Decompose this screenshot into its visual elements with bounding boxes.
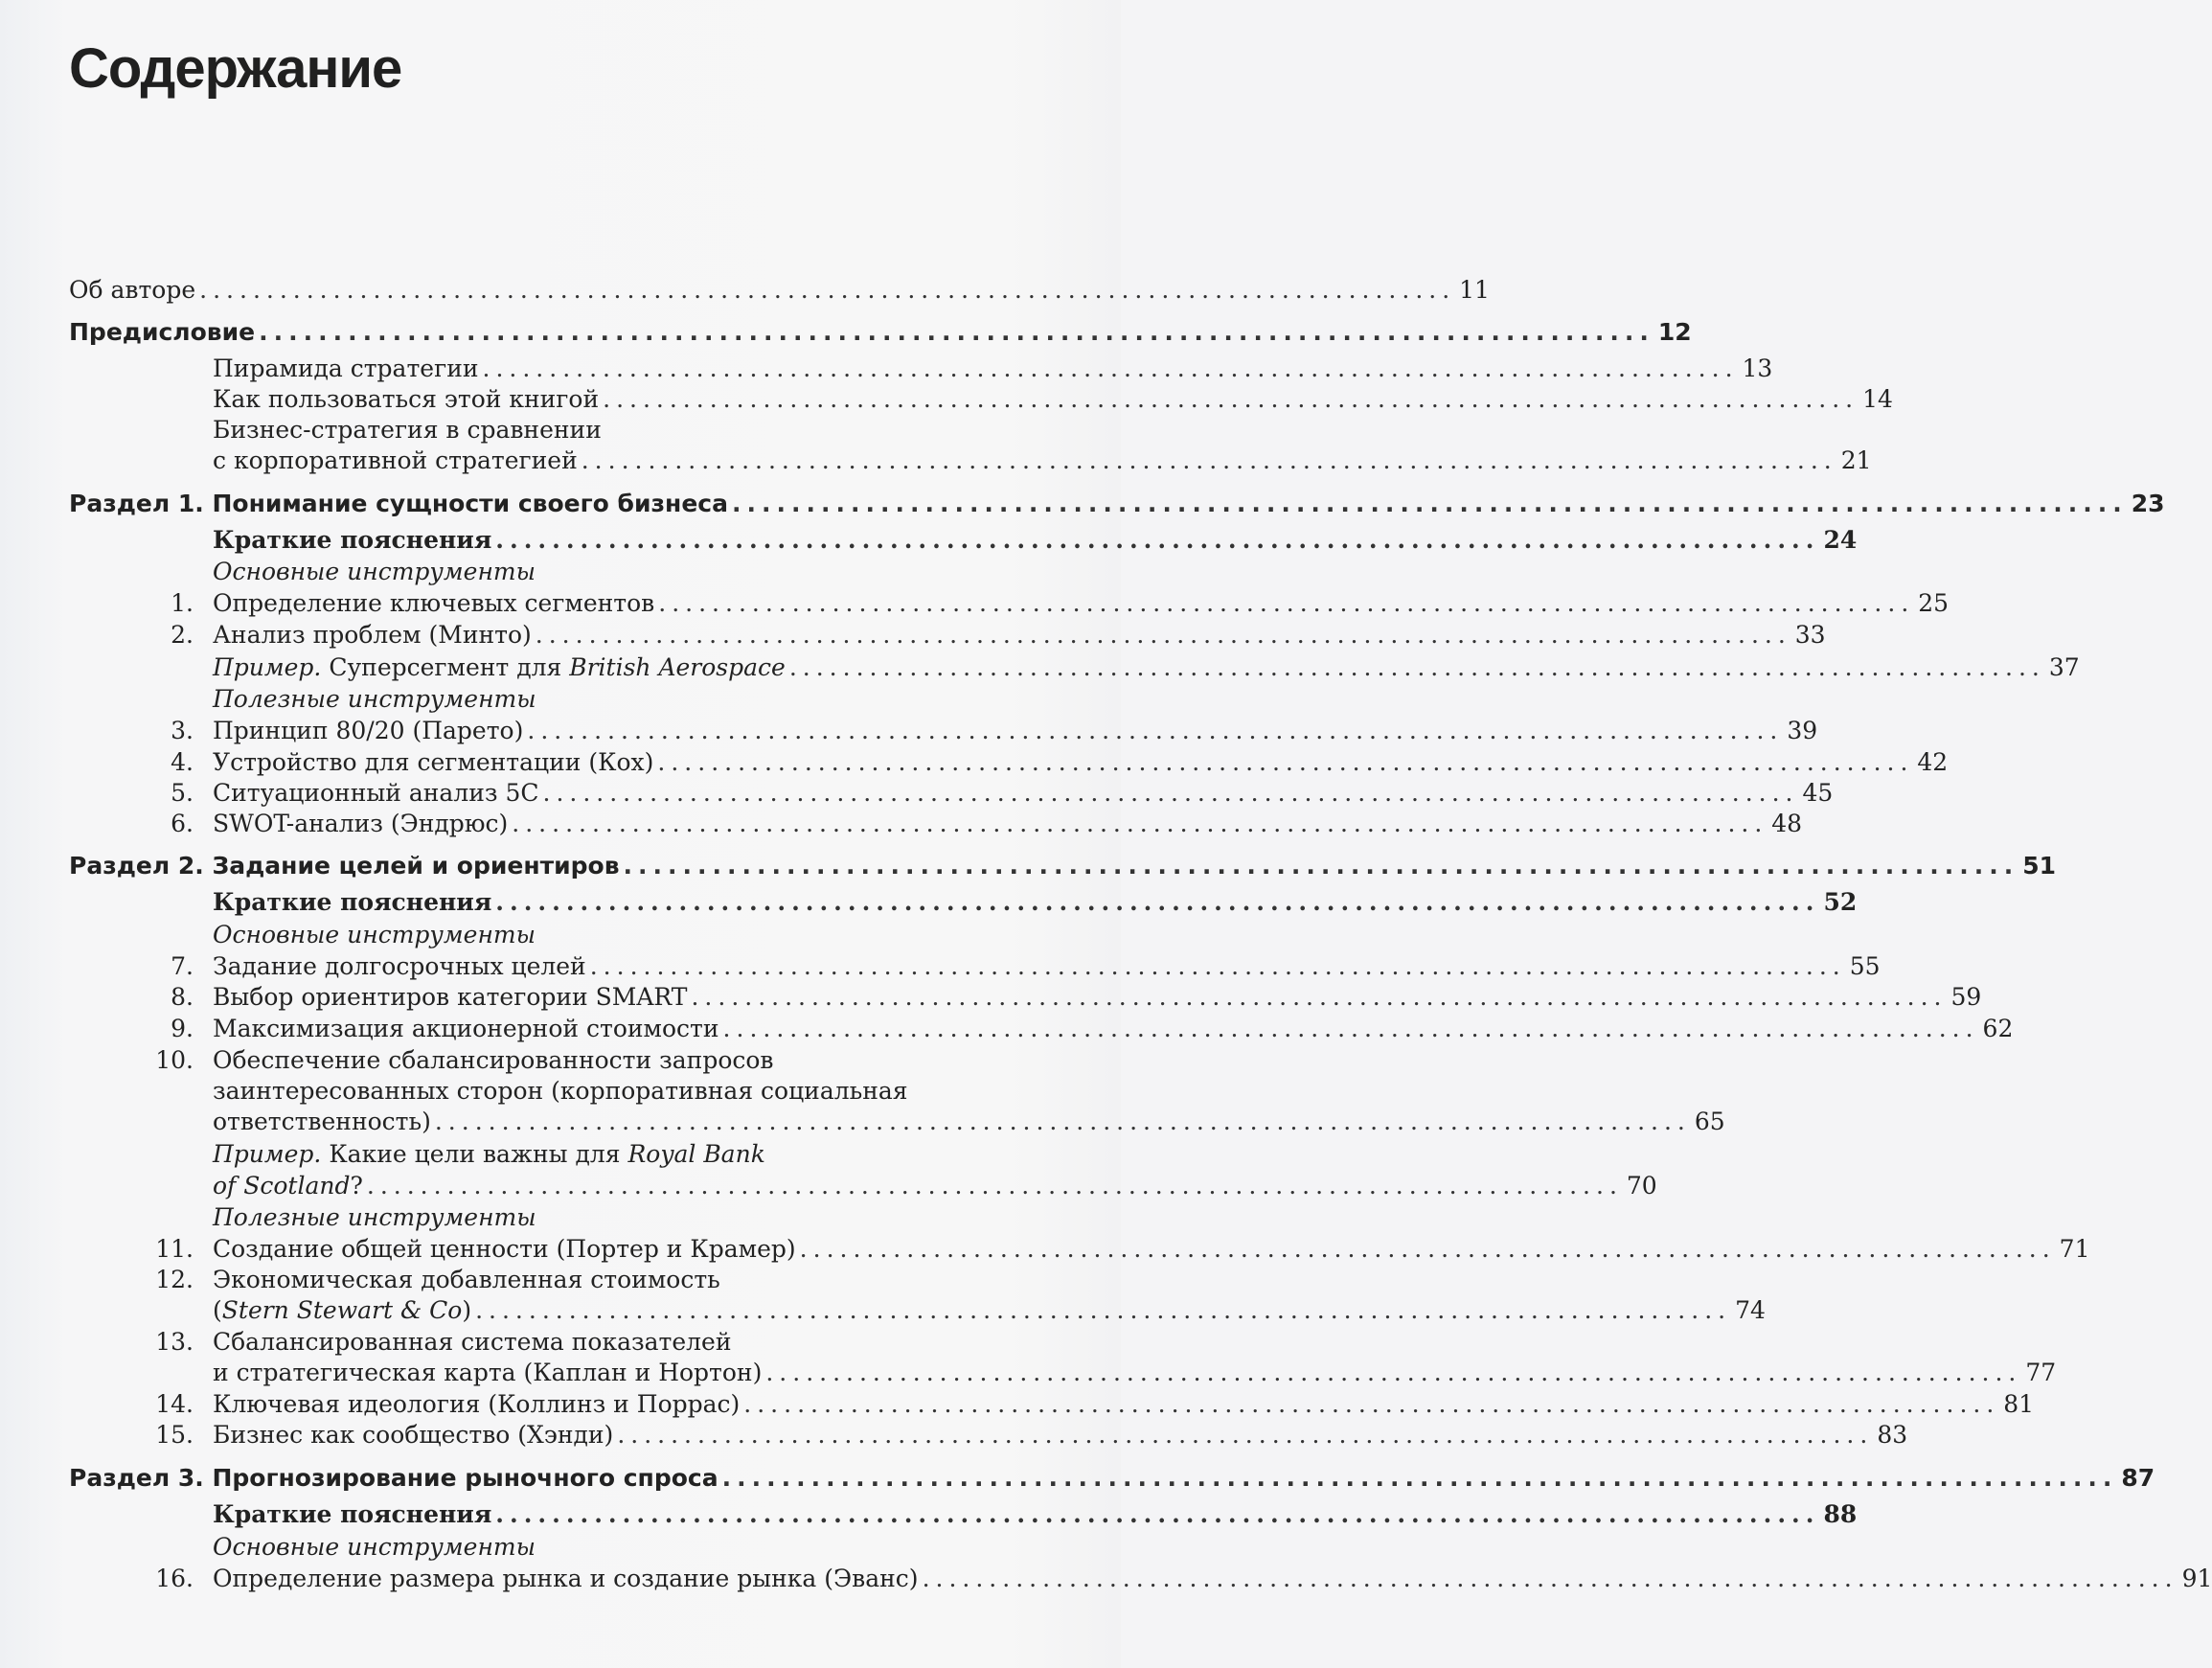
- toc-item-number: 15.: [155, 1421, 194, 1449]
- toc-page-number: 11: [1459, 276, 1490, 304]
- toc-entry: [0, 1294, 1766, 1327]
- toc-entry-title: [213, 1138, 765, 1171]
- toc-entry-title: Полезные инструменты: [213, 1203, 536, 1231]
- toc-entry-title: [213, 1294, 471, 1327]
- toc-page-number: 14: [1862, 385, 1893, 413]
- toc-entry: [0, 1563, 2212, 1595]
- toc-subheading: [0, 1201, 1121, 1234]
- paren-close: ): [462, 1296, 472, 1324]
- toc-section-heading: [0, 488, 2165, 520]
- leader-dots: ..............................................................................................: [475, 1296, 1732, 1324]
- leader-dots: ..............................................................................................: [691, 983, 1948, 1011]
- leader-dots: ..............................................................................................: [512, 810, 1768, 837]
- toc-item-number: 5.: [171, 779, 194, 807]
- toc-subheading: [0, 919, 1121, 951]
- leader-dots: ..............................................................................................: [658, 589, 1915, 617]
- toc-entry: [0, 1264, 1121, 1296]
- toc-entry-title: заинтересованных сторон (корпоративная социальная: [213, 1077, 908, 1105]
- leader-dots: ..............................................................................................: [603, 385, 1859, 413]
- toc-page-number: 88: [1823, 1500, 1858, 1528]
- toc-entry-title: Сбалансированная система показателей: [213, 1328, 732, 1356]
- example-label: Пример.: [213, 1140, 322, 1168]
- toc-subheading: [0, 1531, 1121, 1564]
- toc-entry: [0, 808, 1803, 840]
- example-company: British Aerospace: [569, 653, 786, 681]
- toc-page-number: 24: [1823, 526, 1858, 554]
- toc-page-number: 74: [1735, 1296, 1766, 1324]
- toc-entry-title: Устройство для сегментации (Кох): [213, 748, 654, 776]
- toc-entry-title: Основные инструменты: [213, 558, 536, 585]
- example-company: Royal Bank: [627, 1140, 765, 1168]
- toc-item-number: 10.: [155, 1046, 194, 1074]
- toc-entry-title: Ключевая идеология (Коллинз и Поррас): [213, 1390, 741, 1418]
- toc-entry-title: Как пользоваться этой книгой: [213, 385, 600, 413]
- toc-entry-title: Об авторе: [69, 276, 196, 304]
- toc-entry: [0, 1106, 1725, 1138]
- toc-entry: [0, 981, 1982, 1014]
- toc-page-number: 87: [2121, 1464, 2155, 1492]
- toc-section-heading: [0, 1462, 2155, 1495]
- toc-entry: [0, 1498, 1858, 1531]
- leader-dots: ..............................................................................................: [581, 446, 1837, 474]
- paren-open: (: [213, 1296, 222, 1324]
- toc-page-number: 59: [1950, 983, 1982, 1011]
- toc-page-number: 37: [2048, 653, 2080, 681]
- toc-entry-title: Обеспечение сбалансированности запросов: [213, 1046, 774, 1074]
- toc-entry-title: Максимизация акционерной стоимости: [213, 1015, 719, 1042]
- toc-entry: [0, 316, 1692, 349]
- toc-section-heading: [0, 850, 2057, 882]
- toc-entry: [0, 353, 1773, 385]
- toc-entry-title: Бизнес как сообщество (Хэнди): [213, 1421, 614, 1449]
- toc-entry: [0, 524, 1858, 557]
- toc-page-number: 39: [1787, 717, 1818, 744]
- leader-dots: ..............................................................................................: [366, 1172, 1623, 1200]
- toc-entry-title: Основные инструменты: [213, 1533, 536, 1561]
- toc-page-number: 23: [2131, 490, 2165, 517]
- toc-item-number: 6.: [171, 810, 194, 837]
- toc-entry: [0, 274, 1490, 307]
- toc-page-number: 52: [1823, 888, 1858, 916]
- toc-entry-title: Краткие пояснения: [213, 1500, 492, 1528]
- toc-entry: [0, 619, 1826, 651]
- toc-entry-title: [213, 651, 786, 684]
- toc-item-number: 11.: [155, 1235, 194, 1263]
- toc-entry: [0, 414, 1121, 446]
- toc-entry-title: Предисловие: [69, 318, 256, 346]
- leader-dots: ..............................................................................................: [617, 1421, 1874, 1449]
- leader-dots: ..............................................................................................: [527, 717, 1784, 744]
- toc-entry: [0, 651, 2080, 684]
- toc-entry-title: Краткие пояснения: [213, 526, 492, 554]
- toc-entry-title: Выбор ориентиров категории SMART: [213, 983, 688, 1011]
- toc-entry: [0, 1326, 1121, 1359]
- toc-entry-title: Полезные инструменты: [213, 685, 536, 713]
- toc-page-number: 81: [2003, 1390, 2035, 1418]
- toc-item-number: 14.: [155, 1390, 194, 1418]
- toc-page-number: 13: [1742, 354, 1773, 382]
- toc-entry: [0, 1044, 1121, 1077]
- toc-entry-title: Пирамида стратегии: [213, 354, 479, 382]
- toc-subheading: [0, 683, 1121, 716]
- toc-entry-title: Определение ключевых сегментов: [213, 589, 655, 617]
- toc-page-number: 77: [2025, 1359, 2057, 1386]
- toc-page-number: 55: [1849, 952, 1881, 980]
- toc-entry-title: Краткие пояснения: [213, 888, 492, 916]
- toc-page-number: 33: [1794, 621, 1826, 649]
- toc-page-number: 70: [1626, 1172, 1657, 1200]
- toc-item-number: 1.: [171, 589, 194, 617]
- leader-dots: ..............................................................................................: [743, 1390, 2000, 1418]
- leader-dots: ..............................................................................................: [259, 318, 1654, 346]
- toc-subheading: [0, 556, 1121, 588]
- leader-dots: ..............................................................................................: [731, 490, 2128, 517]
- example-text: Какие цели важны для: [321, 1140, 628, 1168]
- toc-entry-title: Раздел 1. Понимание сущности своего бизнеса: [69, 490, 728, 517]
- toc-entry: [0, 1388, 2035, 1421]
- toc-entry-title: Бизнес-стратегия в сравнении: [213, 416, 602, 444]
- toc-entry: [0, 777, 1834, 810]
- toc-page-number: 12: [1657, 318, 1692, 346]
- toc-page-number: 71: [2059, 1235, 2090, 1263]
- leader-dots: ..............................................................................................: [199, 276, 1456, 304]
- leader-dots: ..............................................................................................: [495, 526, 1820, 554]
- leader-dots: ..............................................................................................: [535, 621, 1791, 649]
- toc-entry-title: SWOT-анализ (Эндрюс): [213, 810, 509, 837]
- toc-entry-title: [213, 1170, 363, 1202]
- toc-page-number: 45: [1802, 779, 1834, 807]
- toc-page-number: 62: [1982, 1015, 2014, 1042]
- example-label: Пример.: [213, 653, 322, 681]
- toc-page-number: 83: [1877, 1421, 1908, 1449]
- toc-entry-title: и стратегическая карта (Каплан и Нортон): [213, 1359, 763, 1386]
- toc-page-number: 91: [2181, 1565, 2212, 1592]
- toc-entry-title: Раздел 3. Прогнозирование рыночного спроса: [69, 1464, 718, 1492]
- leader-dots: ..............................................................................................: [922, 1565, 2178, 1592]
- toc-entry: [0, 1170, 1657, 1202]
- toc-entry-title: Ситуационный анализ 5С: [213, 779, 539, 807]
- toc-entry: [0, 1357, 2057, 1389]
- toc-entry-title: Создание общей ценности (Портер и Крамер): [213, 1235, 796, 1263]
- toc-entry-title: Определение размера рынка и создание рынка (Эванс): [213, 1565, 919, 1592]
- toc-entry: [0, 886, 1858, 919]
- toc-entry: [0, 746, 1949, 779]
- leader-dots: ..............................................................................................: [589, 952, 1846, 980]
- toc-item-number: 2.: [171, 621, 194, 649]
- toc-entry-title: Основные инструменты: [213, 921, 536, 948]
- leader-dots: ..............................................................................................: [765, 1359, 2022, 1386]
- leader-dots: ..............................................................................................: [495, 1500, 1820, 1528]
- toc-page-number: 42: [1917, 748, 1949, 776]
- toc-entry: [0, 1138, 1121, 1171]
- toc-entry-title: с корпоративной стратегией: [213, 446, 578, 474]
- toc-entry: [0, 1233, 2090, 1266]
- toc-entry-title: Анализ проблем (Минто): [213, 621, 532, 649]
- toc-entry: [0, 1075, 1121, 1108]
- toc-page-number: 25: [1918, 589, 1950, 617]
- leader-dots: ..............................................................................................: [722, 1015, 1979, 1042]
- toc-entry: [0, 1419, 1908, 1451]
- toc-item-number: 7.: [171, 952, 194, 980]
- toc-item-number: 9.: [171, 1015, 194, 1042]
- leader-dots: ..............................................................................................: [623, 852, 2019, 880]
- toc-entry: [0, 950, 1881, 983]
- author-company: Stern Stewart & Co: [221, 1296, 463, 1324]
- toc-entry: [0, 1013, 2014, 1045]
- toc-entry: [0, 587, 1950, 620]
- toc-item-number: 8.: [171, 983, 194, 1011]
- example-company: of Scotland: [213, 1172, 351, 1200]
- example-text: ?: [350, 1172, 363, 1200]
- leader-dots: ..............................................................................................: [495, 888, 1820, 916]
- leader-dots: ..............................................................................................: [482, 354, 1739, 382]
- toc-item-number: 13.: [155, 1328, 194, 1356]
- example-text: Суперсегмент для: [321, 653, 570, 681]
- leader-dots: ..............................................................................................: [434, 1108, 1691, 1135]
- leader-dots: ..............................................................................................: [657, 748, 1914, 776]
- toc-item-number: 4.: [171, 748, 194, 776]
- toc-item-number: 3.: [171, 717, 194, 744]
- toc-page-number: 21: [1840, 446, 1872, 474]
- toc-page-number: 65: [1694, 1108, 1725, 1135]
- leader-dots: ..............................................................................................: [721, 1464, 2118, 1492]
- toc-entry-title: Задание долгосрочных целей: [213, 952, 586, 980]
- toc-entry-title: Раздел 2. Задание целей и ориентиров: [69, 852, 620, 880]
- toc-entry-title: Принцип 80/20 (Парето): [213, 717, 524, 744]
- toc-page-number: 48: [1771, 810, 1803, 837]
- toc-item-number: 16.: [155, 1565, 194, 1592]
- toc-entry: [0, 715, 1818, 747]
- toc-item-number: 12.: [155, 1266, 194, 1293]
- toc-entry: [0, 445, 1872, 477]
- toc-entry: [0, 383, 1893, 416]
- toc-entry-title: ответственность): [213, 1108, 431, 1135]
- toc-page-number: 51: [2022, 852, 2057, 880]
- page-title: Содержание: [69, 37, 402, 100]
- leader-dots: ..............................................................................................: [788, 653, 2045, 681]
- leader-dots: ..............................................................................................: [542, 779, 1799, 807]
- leader-dots: ..............................................................................................: [799, 1235, 2056, 1263]
- toc-entry-title: Экономическая добавленная стоимость: [213, 1266, 720, 1293]
